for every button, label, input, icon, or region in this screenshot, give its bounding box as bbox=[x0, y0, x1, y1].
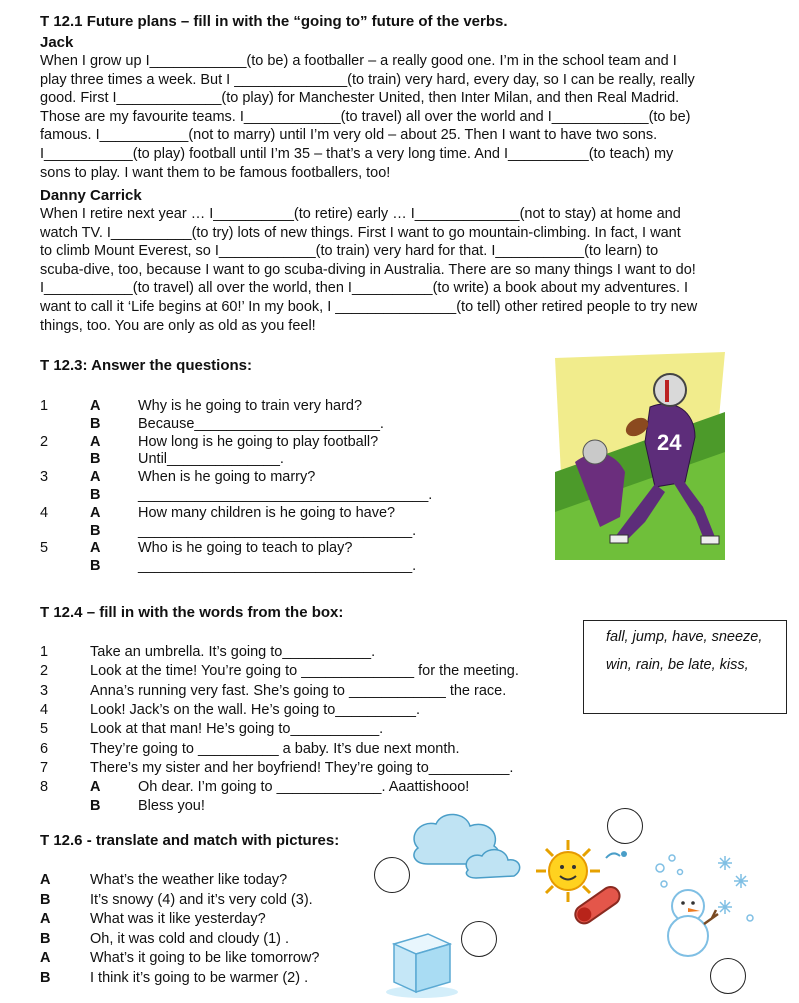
word-box bbox=[583, 620, 787, 714]
t124-title: T 12.4 – fill in with the words from the box: bbox=[40, 604, 344, 621]
answer-circle-sun[interactable] bbox=[374, 857, 410, 893]
jack-line: famous. I___________(not to marry) until I’m very old – about 25. Then I want to have two sons. bbox=[40, 127, 658, 144]
t124-number: 5 bbox=[40, 721, 49, 738]
danny-line: When I retire next year … I__________(to retire) early … I_____________(not to stay) at home and bbox=[40, 206, 681, 222]
sun-thermometer-picture bbox=[528, 836, 638, 931]
t123-letter: A bbox=[90, 433, 101, 450]
t126-text: It’s snowy (4) and it’s very cold (3). bbox=[90, 891, 313, 908]
word-box-line-1: fall, jump, have, sneeze, bbox=[606, 629, 763, 645]
t123-letter: A bbox=[90, 540, 101, 557]
t123-text[interactable]: When is he going to marry? bbox=[138, 469, 316, 486]
t123-number: 2 bbox=[40, 433, 49, 450]
t124-letter: A bbox=[90, 779, 101, 796]
t123-text[interactable]: Who is he going to teach to play? bbox=[138, 540, 353, 557]
t124-text[interactable]: Look at that man! He’s going to___________. bbox=[90, 721, 384, 738]
t123-number: 3 bbox=[40, 469, 49, 486]
t124-text[interactable]: Look at the time! You’re going to ______________ for the meeting. bbox=[90, 663, 519, 680]
t124-text[interactable]: Look! Jack’s on the wall. He’s going to__________. bbox=[90, 701, 420, 718]
t124-number: 7 bbox=[40, 759, 49, 776]
t123-text[interactable]: Because_______________________. bbox=[138, 415, 384, 432]
t123-letter: B bbox=[90, 451, 101, 468]
t123-text[interactable]: ____________________________________. bbox=[138, 487, 433, 503]
t124-text[interactable]: Take an umbrella. It’s going to___________. bbox=[90, 644, 376, 660]
t124-number: 2 bbox=[40, 663, 49, 680]
t124-letter: B bbox=[90, 798, 101, 815]
t123-text[interactable]: How long is he going to play football? bbox=[138, 433, 379, 450]
t123-number: 1 bbox=[40, 398, 49, 414]
t124-text[interactable]: There’s my sister and her boyfriend! They’re going to__________. bbox=[90, 759, 514, 776]
t123-number: 4 bbox=[40, 504, 49, 521]
ice-cube-picture bbox=[384, 930, 462, 1000]
jack-line: sons to play. I want them to be famous footballers, too! bbox=[40, 164, 391, 181]
danny-line: scuba-dive, too, because I want to go scuba-diving in Australia. There are so many things I want to do! bbox=[40, 261, 696, 278]
t123-title: T 12.3: Answer the questions: bbox=[40, 357, 252, 374]
danny-heading: Danny Carrick bbox=[40, 187, 142, 204]
t123-letter: B bbox=[90, 487, 101, 503]
t126-title: T 12.6 - translate and match with pictures: bbox=[40, 832, 340, 849]
t126-letter: A bbox=[40, 911, 51, 927]
t124-number: 8 bbox=[40, 779, 49, 796]
t123-letter: A bbox=[90, 504, 101, 521]
t126-letter: B bbox=[40, 930, 51, 947]
t124-text[interactable]: Bless you! bbox=[138, 798, 205, 815]
t124-number: 3 bbox=[40, 682, 49, 699]
t123-letter: B bbox=[90, 522, 101, 539]
danny-line: things, too. You are only as old as you feel! bbox=[40, 317, 316, 334]
jack-line: Those are my favourite teams. I____________(to travel) all over the world and I____________(to be) bbox=[40, 108, 691, 125]
t124-text[interactable]: Anna’s running very fast. She’s going to ____________ the race. bbox=[90, 682, 507, 699]
t123-number: 5 bbox=[40, 540, 49, 557]
jersey-number: 24 bbox=[657, 430, 682, 455]
jack-line: play three times a week. But I ______________(to train) very hard, every day, so I can be really, really bbox=[40, 71, 695, 88]
football-player-illustration bbox=[555, 352, 725, 560]
jack-line: When I grow up I____________(to be) a footballer – a really good one. I’m in the school team and I bbox=[40, 53, 677, 69]
word-box-line-2: win, rain, be late, kiss, bbox=[606, 657, 749, 673]
t126-letter: B bbox=[40, 891, 51, 908]
t126-letter: A bbox=[40, 872, 51, 888]
danny-line: want to call it ‘Life begins at 60!’ In my book, I _______________(to tell) other retired people to try new bbox=[40, 299, 698, 315]
t123-text[interactable]: How many children is he going to have? bbox=[138, 504, 396, 521]
t126-text: What’s the weather like today? bbox=[90, 872, 288, 888]
danny-line: watch TV. I__________(to try) lots of new things. First I want to go mountain-climbing. In fact, I want bbox=[40, 224, 681, 241]
snowman-picture bbox=[650, 848, 760, 958]
jack-heading: Jack bbox=[40, 34, 74, 51]
t123-text[interactable]: __________________________________. bbox=[138, 558, 417, 575]
t123-letter: B bbox=[90, 558, 101, 575]
t126-letter: A bbox=[40, 950, 51, 966]
t123-letter: A bbox=[90, 398, 101, 414]
t123-letter: A bbox=[90, 469, 101, 486]
t124-text[interactable]: They’re going to __________ a baby. It’s due next month. bbox=[90, 740, 460, 757]
answer-circle-ice[interactable] bbox=[461, 921, 497, 957]
clouds-picture bbox=[408, 808, 528, 888]
t126-text: What was it like yesterday? bbox=[90, 911, 266, 927]
t124-number: 1 bbox=[40, 644, 49, 660]
t124-number: 4 bbox=[40, 701, 49, 718]
t126-letter: B bbox=[40, 969, 51, 986]
t126-text: I think it’s going to be warmer (2) . bbox=[90, 969, 309, 986]
t124-text[interactable]: Oh dear. I’m going to _____________. Aaattishooo! bbox=[138, 779, 470, 796]
t123-text[interactable]: __________________________________. bbox=[138, 522, 417, 539]
jack-line: I___________(to play) football until I’m 35 – that’s a very long time. And I__________(to teach) my bbox=[40, 146, 674, 162]
jack-line: good. First I_____________(to play) for Manchester United, then Inter Milan, and then Real Madrid. bbox=[40, 90, 680, 107]
t123-letter: B bbox=[90, 415, 101, 432]
danny-line: I___________(to travel) all over the world, then I__________(to write) a book about my adventures. I bbox=[40, 280, 689, 297]
t121-title: T 12.1 Future plans – fill in with the “going to” future of the verbs. bbox=[40, 13, 508, 30]
answer-circle-snowman[interactable] bbox=[710, 958, 746, 994]
t123-text[interactable]: Until______________. bbox=[138, 451, 284, 468]
danny-line: to climb Mount Everest, so I____________(to train) very hard for that. I___________(to learn) to bbox=[40, 243, 659, 260]
t124-number: 6 bbox=[40, 740, 49, 757]
t126-text: Oh, it was cold and cloudy (1) . bbox=[90, 930, 290, 947]
t123-text[interactable]: Why is he going to train very hard? bbox=[138, 398, 363, 414]
t126-text: What’s it going to be like tomorrow? bbox=[90, 950, 320, 966]
